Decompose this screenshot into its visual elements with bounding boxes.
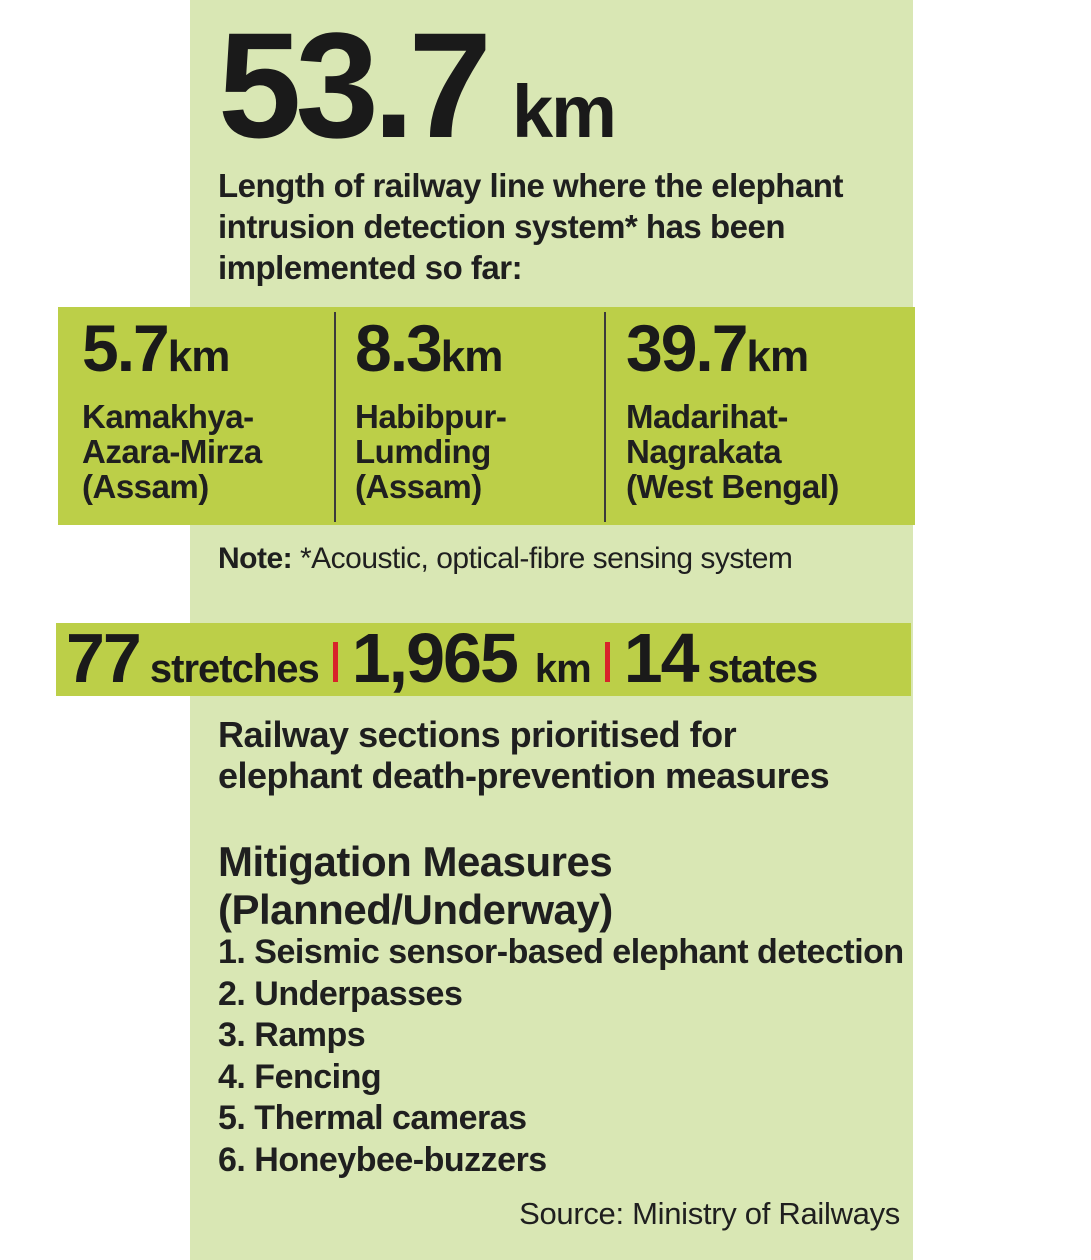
hero-unit: km <box>512 70 615 153</box>
stats-description: Railway sections prioritised for elephant death-prevention measures <box>218 714 830 796</box>
segment-value: 8.3 <box>355 311 441 385</box>
list-item: 5. Thermal cameras <box>218 1099 527 1138</box>
mitigation-title <box>218 838 613 934</box>
segment-length <box>355 310 506 395</box>
note-text: *Acoustic, optical-fibre sensing system <box>292 542 793 575</box>
list-item: 6. Honeybee-buzzers <box>218 1140 547 1179</box>
stat-km-value: 1,965 <box>351 619 517 697</box>
stat-separator <box>605 642 610 682</box>
segment-length <box>82 310 262 395</box>
mitigation-title-line2: (Planned/Underway) <box>218 886 613 933</box>
stat-stretches-label: stretches <box>149 647 319 691</box>
stat-stretches-value: 77 <box>66 619 140 697</box>
stat-states-label: states <box>707 647 818 691</box>
mitigation-title-line1: Mitigation Measures <box>218 838 613 885</box>
segment-kamakhya <box>82 310 262 504</box>
mitigation-list <box>218 932 904 1182</box>
segment-name: Kamakhya- Azara-Mirza (Assam) <box>82 398 262 505</box>
list-item: 2. Underpasses <box>218 974 463 1013</box>
hero-value: 53.7 <box>218 1 486 169</box>
stat-states-value: 14 <box>623 619 698 697</box>
stat-km-label: km <box>534 647 591 691</box>
segment-unit: km <box>746 332 809 381</box>
note-label: Note: <box>218 542 293 575</box>
list-item: 1. Seismic sensor-based elephant detection <box>218 933 904 971</box>
segment-value: 39.7 <box>626 311 747 385</box>
segment-unit: km <box>440 332 503 381</box>
segment-name: Habibpur- Lumding (Assam) <box>355 398 507 505</box>
segment-divider <box>604 312 606 522</box>
stat-separator <box>333 642 338 682</box>
stats-row <box>66 618 817 698</box>
segment-habibpur <box>355 310 506 504</box>
segment-length <box>626 310 839 395</box>
segment-madarihat <box>626 310 839 504</box>
segment-value: 5.7 <box>82 311 168 385</box>
segment-name: Madarihat- Nagrakata (West Bengal) <box>626 398 839 505</box>
list-item: 3. Ramps <box>218 1016 366 1055</box>
hero-description: Length of railway line where the elephant intrusion detection system* has been implemented so far: <box>218 167 843 286</box>
list-item: 4. Fencing <box>218 1057 382 1096</box>
segment-divider <box>334 312 336 522</box>
segment-unit: km <box>167 332 230 381</box>
source-credit: Source: Ministry of Railways <box>519 1196 900 1231</box>
note <box>218 540 792 578</box>
